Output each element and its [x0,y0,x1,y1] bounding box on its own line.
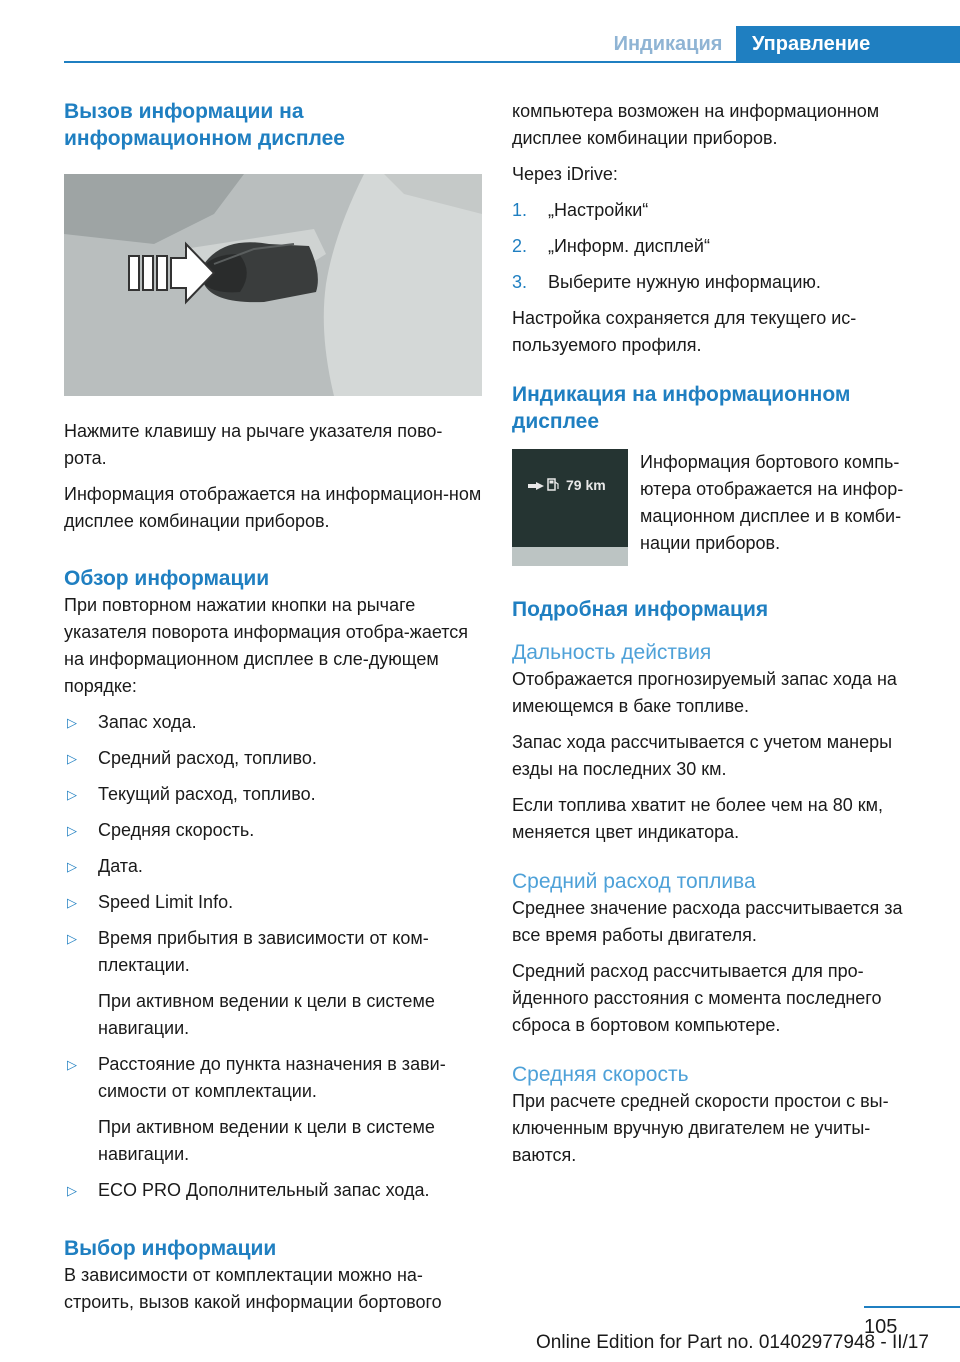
paragraph: Если топлива хватит не более чем на 80 км, меняется цвет индикатора. [512,795,884,842]
header-divider [64,61,960,63]
paragraph: Среднее значение расхода рассчитывается за все время работы двигателя. [512,898,903,945]
triangle-bullet-icon: ▷ [67,751,77,766]
triangle-bullet-icon: ▷ [67,1183,77,1198]
section-heading-select-info: Выбор информации [64,1237,277,1260]
section-heading-display: Индикация на информационном дисплее [512,383,851,433]
page-number: 105 [864,1316,898,1338]
paragraph: компьютера возможен на информационном дисплее комбинации приборов. [512,101,880,148]
paragraph: Средний расход рассчитывается для про-йденного расстояния с момента последнего сброса в бортовом компьютере. [512,961,882,1035]
info-list [64,709,482,1204]
list-item: ▷ Дата. [64,853,482,880]
triangle-bullet-icon: ▷ [67,715,77,730]
list-item: ▷ Запас хода. [64,709,482,736]
subheading-range: Дальность действия [512,641,712,664]
paragraph: Отображается прогнозируемый запас хода на имеющемся в баке топливе. [512,669,897,716]
paragraph: При расчете средней скорости простои с вы-ключенным вручную двигателем не учиты-ваются. [512,1091,889,1165]
list-item: ▷ Время прибытия в зависимости от ком-плектации. При активном ведении к цели в системе навигации. [64,925,482,1042]
edition-note: Online Edition for Part no. 01402977948 - II/17 [536,1332,929,1353]
section-heading-details: Подробная информация [512,598,769,621]
right-column [512,98,930,1169]
step-item: 1. „Настройки“ [512,200,649,220]
paragraph: При повторном нажатии кнопки на рычаге указателя поворота информация отобра-жается на информационном дисплее в сле-дующем порядке: [64,595,469,696]
idrive-steps [512,197,930,296]
paragraph: Настройка сохраняется для текущего ис-пользуемого профиля. [512,308,857,355]
left-column [64,98,482,1316]
triangle-bullet-icon: ▷ [67,787,77,802]
triangle-bullet-icon: ▷ [67,895,77,910]
paragraph: Информация отображается на информацион-ном дисплее комбинации приборов. [64,484,482,531]
section-heading-call-info: Вызов информации на информационном дисплее [64,100,345,150]
subheading-avg-consumption: Средний расход топлива [512,870,756,893]
triangle-bullet-icon: ▷ [67,931,77,946]
list-item: ▷ ECO PRO Дополнительный запас хода. [64,1177,482,1204]
section-heading-overview: Обзор информации [64,567,270,590]
paragraph: Запас хода рассчитывается с учетом манеры езды на последних 30 км. [512,732,893,779]
tab-controls[interactable]: Управление [736,26,960,63]
subheading-avg-speed: Средняя скорость [512,1063,689,1086]
display-figure-row [512,449,930,566]
turn-signal-lever-illustration [64,174,482,396]
paragraph: В зависимости от комплектации можно на-строить, вызов какой информации бортового [64,1265,442,1312]
step-item: 2. „Информ. дисплей“ [512,236,710,256]
list-item: ▷ Расстояние до пункта назначения в зави-симости от комплектации. При активном ведении к цели в системе навигации. [64,1051,482,1168]
paragraph: Через iDrive: [512,164,618,184]
range-display-illustration [512,449,628,566]
paragraph: Информация бортового компь-ютера отображается на инфор-мационном дисплее и в комби-нации приборов. [640,452,904,553]
list-item: ▷ Speed Limit Info. [64,889,482,916]
step-item: 3. Выберите нужную информацию. [512,272,821,292]
tab-indication[interactable]: Индикация [613,33,723,55]
list-item: ▷ Средняя скорость. [64,817,482,844]
triangle-bullet-icon: ▷ [67,823,77,838]
paragraph: Нажмите клавишу на рычаге указателя пово-рота. [64,421,443,468]
list-item: ▷ Текущий расход, топливо. [64,781,482,808]
triangle-bullet-icon: ▷ [67,1057,77,1072]
triangle-bullet-icon: ▷ [67,859,77,874]
list-item: ▷ Средний расход, топливо. [64,745,482,772]
range-value: 79 km [566,477,606,493]
footer-divider [864,1306,960,1308]
